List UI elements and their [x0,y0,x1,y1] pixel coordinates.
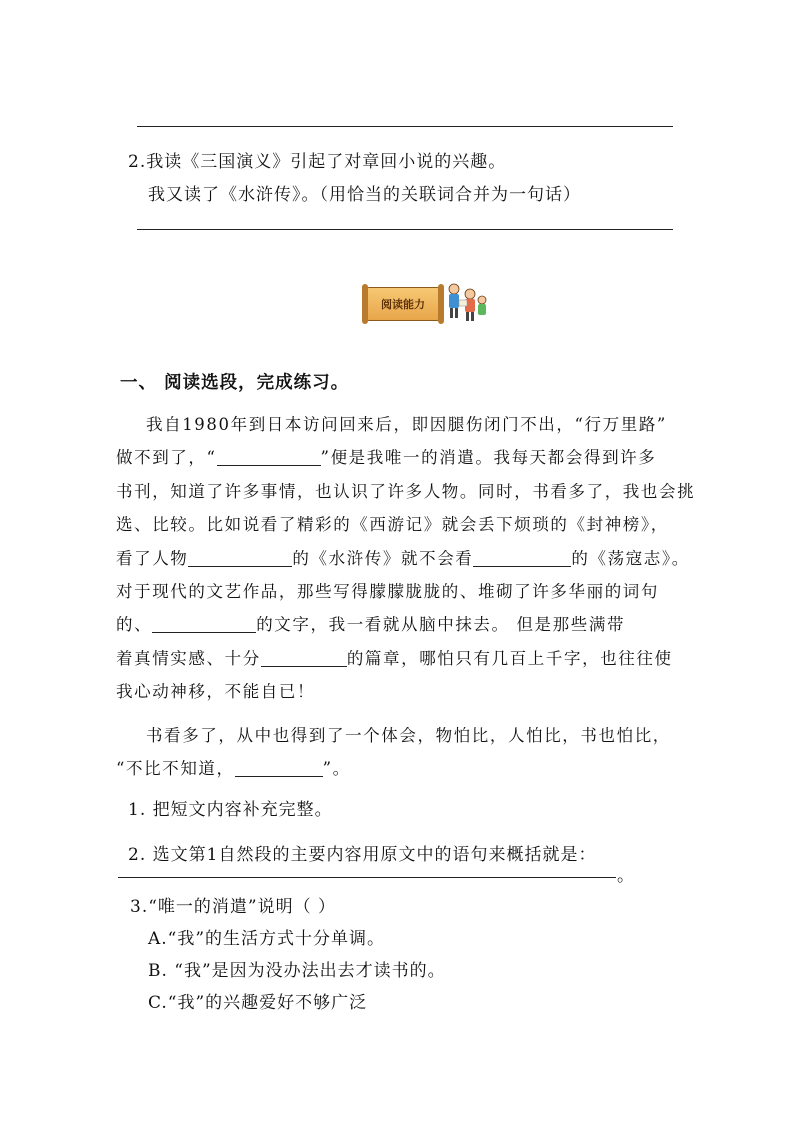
answer-line-question-2[interactable] [118,877,616,878]
passage-text: 做不到了，“ [116,448,217,467]
option-a[interactable]: A.“我”的生活方式十分单调。 [148,929,386,949]
blank-4[interactable] [152,615,256,633]
blank-6[interactable] [235,759,323,777]
passage-text: 的文字，我一看就从脑中抹去。 但是那些满带 [256,615,626,634]
passage-line-3: 书刊，知道了许多事情，也认识了许多人物。同时，书看多了，我也会挑 [116,482,696,501]
badge-label: 阅读能力 [381,298,425,311]
reading-ability-badge [366,283,490,325]
question-3: 3.“唯一的消遣”说明（ ） [130,897,337,917]
passage-text: “不比不知道， [116,759,235,778]
passage-text: 着真情实感、十分 [116,649,261,668]
blank-3[interactable] [473,549,571,567]
badge-scroll [366,287,440,321]
option-c[interactable]: C.“我”的兴趣爱好不够广泛 [148,993,368,1013]
passage-text: 的《水浒传》就不会看 [292,549,474,568]
option-b[interactable]: B. “我”是因为没办法出去才读书的。 [148,961,446,981]
passage-line-6: 对于现代的文艺作品，那些写得朦朦胧胧的、堆砌了许多华丽的词句 [116,582,659,601]
passage-line-10: 书看多了，从中也得到了一个体会，物怕比，人怕比，书也怕比， [146,726,671,745]
passage-text: 的、 [116,615,153,634]
passage-text: 的篇章，哪怕只有几百上千字，也往往使 [346,649,673,668]
question-1: 1. 把短文内容补充完整。 [128,800,333,820]
blank-1[interactable] [217,448,321,466]
passage-text: ”。 [322,759,351,778]
answer-line-top [137,126,673,127]
blank-2[interactable] [188,549,292,567]
passage-text: 的《荡寇志》。 [571,549,690,568]
blank-5[interactable] [261,649,347,667]
answer-line-q2[interactable] [137,229,673,230]
question-2-period: 。 [617,866,635,886]
passage-line-7 [116,611,625,635]
passage-line-4: 选、比较。比如说看了精彩的《西游记》就会丢下烦琐的《封神榜》， [116,515,669,534]
passage-line-9: 我心动神移，不能自已！ [116,682,316,701]
passage-text: 看了人物 [116,549,189,568]
question-2-line-2: 我又读了《水浒传》。（用恰当的关联词合并为一句话） [148,185,581,205]
passage-line-11 [116,755,351,779]
children-illustration-icon [442,280,488,326]
passage-line-5 [116,545,690,569]
passage-line-1: 我自1980年到日本访问回来后，即因腿伤闭门不出，“行万里路” [146,415,667,434]
question-2-line-1: 2.我读《三国演义》引起了对章回小说的兴趣。 [128,152,507,172]
passage-line-8 [116,645,673,669]
section-heading: 一、 阅读选段，完成练习。 [120,373,350,393]
passage-line-2 [116,444,656,468]
passage-text: ”便是我唯一的消遣。我每天都会得到许多 [320,448,657,467]
question-2: 2. 选文第1自然段的主要内容用原文中的语句来概括就是： [128,845,597,865]
